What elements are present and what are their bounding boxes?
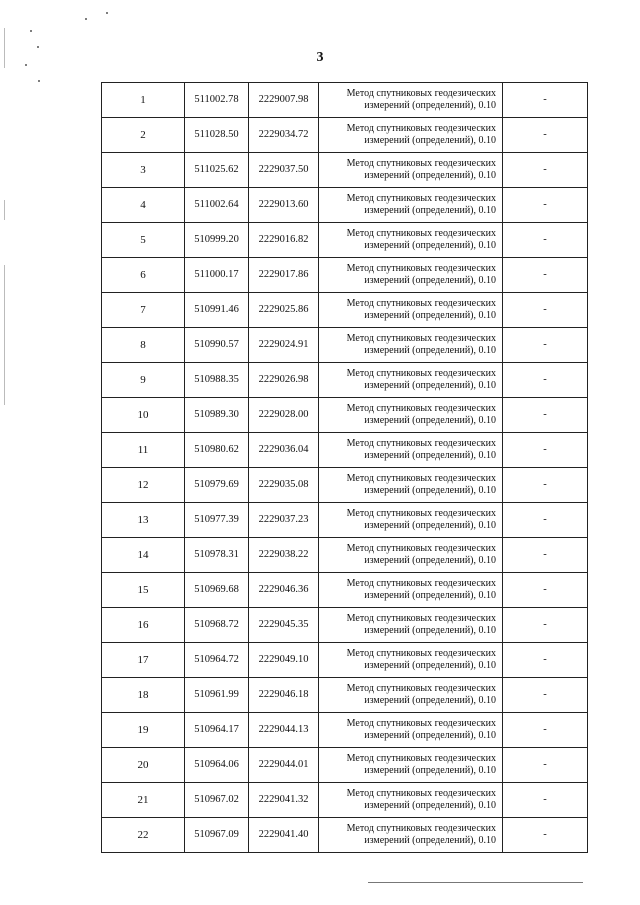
method-cell [319, 713, 503, 748]
coordinate-y-cell: 2229013.60 [249, 188, 319, 223]
method-cell [319, 188, 503, 223]
dash-cell: - [503, 363, 588, 398]
coordinate-y-cell: 2229037.50 [249, 153, 319, 188]
point-number-cell: 20 [102, 748, 185, 783]
table-row [102, 328, 588, 363]
scan-speck [37, 46, 39, 48]
method-line-2: измерений (определений), 0.10 [364, 730, 496, 741]
method-cell [319, 363, 503, 398]
dash-cell: - [503, 118, 588, 153]
method-line-1: Метод спутниковых геодезических [346, 333, 496, 344]
table-row [102, 573, 588, 608]
method-cell [319, 328, 503, 363]
method-line-2: измерений (определений), 0.10 [364, 800, 496, 811]
dash-cell: - [503, 573, 588, 608]
method-line-2: измерений (определений), 0.10 [364, 310, 496, 321]
dash-cell: - [503, 713, 588, 748]
table-row [102, 468, 588, 503]
method-cell [319, 783, 503, 818]
method-cell [319, 83, 503, 118]
method-line-1: Метод спутниковых геодезических [346, 613, 496, 624]
coordinate-x-cell: 510991.46 [185, 293, 249, 328]
scan-bottom-line [368, 882, 583, 883]
dash-cell: - [503, 468, 588, 503]
method-cell [319, 293, 503, 328]
method-line-2: измерений (определений), 0.10 [364, 590, 496, 601]
point-number-cell: 12 [102, 468, 185, 503]
method-line-1: Метод спутниковых геодезических [346, 123, 496, 134]
method-line-1: Метод спутниковых геодезических [346, 753, 496, 764]
method-line-2: измерений (определений), 0.10 [364, 485, 496, 496]
method-cell [319, 608, 503, 643]
method-cell [319, 118, 503, 153]
dash-cell: - [503, 223, 588, 258]
point-number-cell: 16 [102, 608, 185, 643]
method-line-1: Метод спутниковых геодезических [346, 543, 496, 554]
coordinates-table-body [102, 83, 588, 853]
coordinate-y-cell: 2229045.35 [249, 608, 319, 643]
table-row [102, 398, 588, 433]
method-line-2: измерений (определений), 0.10 [364, 135, 496, 146]
method-line-1: Метод спутниковых геодезических [346, 508, 496, 519]
scan-speck [106, 12, 108, 14]
point-number-cell: 15 [102, 573, 185, 608]
dash-cell: - [503, 818, 588, 853]
method-line-2: измерений (определений), 0.10 [364, 660, 496, 671]
coordinate-y-cell: 2229049.10 [249, 643, 319, 678]
coordinate-y-cell: 2229034.72 [249, 118, 319, 153]
coordinate-x-cell: 510980.62 [185, 433, 249, 468]
coordinate-x-cell: 510988.35 [185, 363, 249, 398]
coordinate-y-cell: 2229044.13 [249, 713, 319, 748]
coordinate-x-cell: 510978.31 [185, 538, 249, 573]
point-number-cell: 17 [102, 643, 185, 678]
table-row [102, 363, 588, 398]
method-cell [319, 223, 503, 258]
dash-cell: - [503, 293, 588, 328]
method-cell [319, 818, 503, 853]
method-cell [319, 538, 503, 573]
method-line-1: Метод спутниковых геодезических [346, 298, 496, 309]
dash-cell: - [503, 678, 588, 713]
coordinate-x-cell: 510964.17 [185, 713, 249, 748]
method-line-1: Метод спутниковых геодезических [346, 158, 496, 169]
method-cell [319, 468, 503, 503]
method-cell [319, 678, 503, 713]
method-cell [319, 503, 503, 538]
coordinate-x-cell: 510967.09 [185, 818, 249, 853]
method-line-2: измерений (определений), 0.10 [364, 170, 496, 181]
dash-cell: - [503, 328, 588, 363]
coordinate-x-cell: 510989.30 [185, 398, 249, 433]
table-row [102, 293, 588, 328]
method-cell [319, 643, 503, 678]
coordinate-y-cell: 2229041.32 [249, 783, 319, 818]
method-line-2: измерений (определений), 0.10 [364, 275, 496, 286]
point-number-cell: 19 [102, 713, 185, 748]
method-line-2: измерений (определений), 0.10 [364, 345, 496, 356]
method-cell [319, 433, 503, 468]
coordinate-y-cell: 2229046.36 [249, 573, 319, 608]
method-cell [319, 573, 503, 608]
coordinate-y-cell: 2229041.40 [249, 818, 319, 853]
coordinate-y-cell: 2229028.00 [249, 398, 319, 433]
method-line-2: измерений (определений), 0.10 [364, 415, 496, 426]
method-line-1: Метод спутниковых геодезических [346, 578, 496, 589]
coordinate-y-cell: 2229037.23 [249, 503, 319, 538]
point-number-cell: 4 [102, 188, 185, 223]
coordinates-table [101, 82, 588, 853]
coordinate-y-cell: 2229016.82 [249, 223, 319, 258]
coordinate-x-cell: 510968.72 [185, 608, 249, 643]
point-number-cell: 5 [102, 223, 185, 258]
method-cell [319, 748, 503, 783]
coordinate-x-cell: 510961.99 [185, 678, 249, 713]
table-row [102, 223, 588, 258]
method-line-2: измерений (определений), 0.10 [364, 835, 496, 846]
table-row [102, 608, 588, 643]
method-line-1: Метод спутниковых геодезических [346, 438, 496, 449]
dash-cell: - [503, 748, 588, 783]
scan-speck [30, 30, 32, 32]
method-line-1: Метод спутниковых геодезических [346, 88, 496, 99]
point-number-cell: 9 [102, 363, 185, 398]
scan-speck [85, 18, 87, 20]
coordinate-x-cell: 510967.02 [185, 783, 249, 818]
point-number-cell: 3 [102, 153, 185, 188]
dash-cell: - [503, 153, 588, 188]
method-line-1: Метод спутниковых геодезических [346, 788, 496, 799]
table-row [102, 678, 588, 713]
dash-cell: - [503, 188, 588, 223]
coordinate-y-cell: 2229017.86 [249, 258, 319, 293]
coordinate-x-cell: 511025.62 [185, 153, 249, 188]
coordinate-y-cell: 2229024.91 [249, 328, 319, 363]
point-number-cell: 6 [102, 258, 185, 293]
table-row [102, 783, 588, 818]
method-line-1: Метод спутниковых геодезических [346, 263, 496, 274]
scan-margin-line [4, 265, 5, 405]
table-row [102, 188, 588, 223]
table-row [102, 713, 588, 748]
coordinate-y-cell: 2229026.98 [249, 363, 319, 398]
method-line-1: Метод спутниковых геодезических [346, 368, 496, 379]
table-row [102, 643, 588, 678]
method-line-2: измерений (определений), 0.10 [364, 380, 496, 391]
dash-cell: - [503, 608, 588, 643]
point-number-cell: 2 [102, 118, 185, 153]
method-line-2: измерений (определений), 0.10 [364, 555, 496, 566]
method-line-1: Метод спутниковых геодезических [346, 823, 496, 834]
method-cell [319, 153, 503, 188]
method-line-1: Метод спутниковых геодезических [346, 648, 496, 659]
coordinate-y-cell: 2229025.86 [249, 293, 319, 328]
method-line-2: измерений (определений), 0.10 [364, 765, 496, 776]
coordinate-y-cell: 2229036.04 [249, 433, 319, 468]
page-number: 3 [316, 50, 324, 65]
point-number-cell: 7 [102, 293, 185, 328]
coordinate-x-cell: 510977.39 [185, 503, 249, 538]
method-line-1: Метод спутниковых геодезических [346, 683, 496, 694]
point-number-cell: 11 [102, 433, 185, 468]
coordinate-y-cell: 2229038.22 [249, 538, 319, 573]
dash-cell: - [503, 258, 588, 293]
dash-cell: - [503, 643, 588, 678]
coordinate-x-cell: 511002.64 [185, 188, 249, 223]
method-line-2: измерений (определений), 0.10 [364, 100, 496, 111]
coordinate-x-cell: 510999.20 [185, 223, 249, 258]
method-line-1: Метод спутниковых геодезических [346, 193, 496, 204]
coordinate-x-cell: 511002.78 [185, 83, 249, 118]
dash-cell: - [503, 538, 588, 573]
method-line-1: Метод спутниковых геодезических [346, 228, 496, 239]
point-number-cell: 18 [102, 678, 185, 713]
method-cell [319, 398, 503, 433]
dash-cell: - [503, 83, 588, 118]
method-cell [319, 258, 503, 293]
scan-speck [38, 80, 40, 82]
dash-cell: - [503, 433, 588, 468]
dash-cell: - [503, 783, 588, 818]
coordinate-y-cell: 2229007.98 [249, 83, 319, 118]
coordinate-y-cell: 2229044.01 [249, 748, 319, 783]
point-number-cell: 8 [102, 328, 185, 363]
coordinate-x-cell: 510979.69 [185, 468, 249, 503]
point-number-cell: 13 [102, 503, 185, 538]
dash-cell: - [503, 503, 588, 538]
method-line-2: измерений (определений), 0.10 [364, 520, 496, 531]
method-line-1: Метод спутниковых геодезических [346, 403, 496, 414]
table-row [102, 503, 588, 538]
method-line-1: Метод спутниковых геодезических [346, 473, 496, 484]
table-row [102, 258, 588, 293]
coordinate-x-cell: 511000.17 [185, 258, 249, 293]
table-row [102, 818, 588, 853]
dash-cell: - [503, 398, 588, 433]
table-row [102, 748, 588, 783]
method-line-2: измерений (определений), 0.10 [364, 240, 496, 251]
table-row [102, 83, 588, 118]
method-line-2: измерений (определений), 0.10 [364, 450, 496, 461]
point-number-cell: 10 [102, 398, 185, 433]
point-number-cell: 14 [102, 538, 185, 573]
table-row [102, 153, 588, 188]
point-number-cell: 21 [102, 783, 185, 818]
coordinate-y-cell: 2229046.18 [249, 678, 319, 713]
method-line-1: Метод спутниковых геодезических [346, 718, 496, 729]
coordinate-x-cell: 511028.50 [185, 118, 249, 153]
coordinate-x-cell: 510990.57 [185, 328, 249, 363]
coordinate-x-cell: 510964.72 [185, 643, 249, 678]
method-line-2: измерений (определений), 0.10 [364, 625, 496, 636]
coordinate-y-cell: 2229035.08 [249, 468, 319, 503]
coordinate-x-cell: 510969.68 [185, 573, 249, 608]
table-row [102, 433, 588, 468]
method-line-2: измерений (определений), 0.10 [364, 205, 496, 216]
scan-margin-line [4, 200, 5, 220]
table-row [102, 538, 588, 573]
point-number-cell: 22 [102, 818, 185, 853]
table-row [102, 118, 588, 153]
method-line-2: измерений (определений), 0.10 [364, 695, 496, 706]
coordinate-x-cell: 510964.06 [185, 748, 249, 783]
point-number-cell: 1 [102, 83, 185, 118]
